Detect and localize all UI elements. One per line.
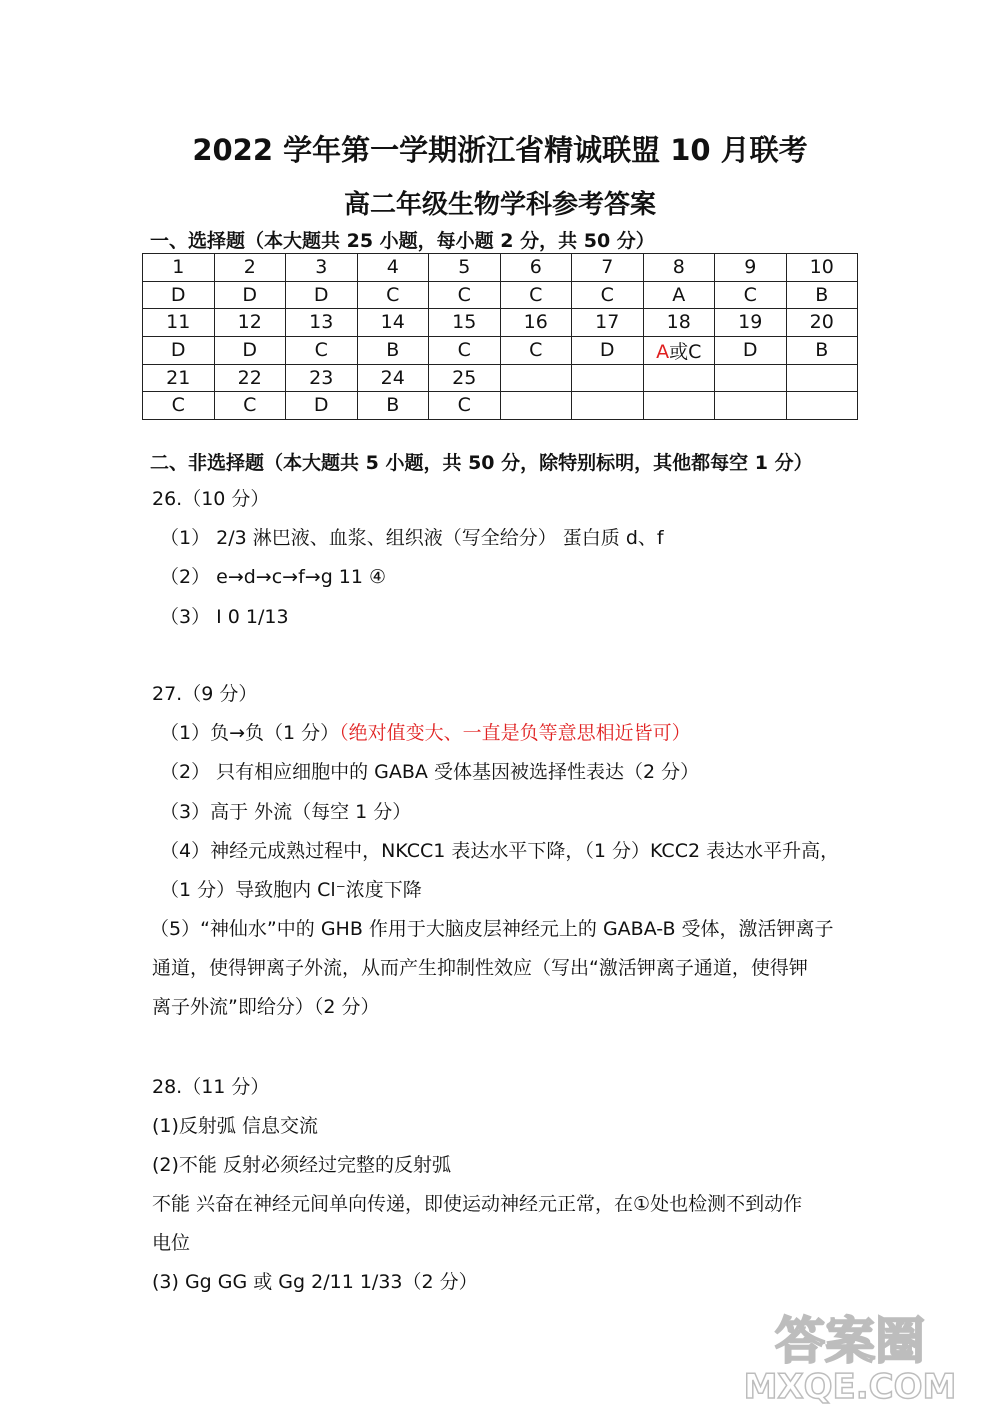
answer-cell (643, 392, 715, 420)
question-number-row (143, 309, 858, 337)
question-number-cell: 10 (786, 254, 858, 282)
answer-cell (500, 392, 572, 420)
q28-line5: (3) Gg GG 或 Gg 2/11 1/33（2 分） (152, 1271, 478, 1293)
question-number-cell: 15 (429, 309, 501, 337)
answer-cell (572, 392, 644, 420)
q27-header: 27.（9 分） (152, 683, 258, 705)
answer-row (143, 336, 858, 364)
question-number-row (143, 364, 858, 392)
question-number-cell: 14 (357, 309, 429, 337)
question-number-cell: 19 (715, 309, 787, 337)
answer-cell: B (786, 336, 858, 364)
answer-cell: D (286, 392, 358, 420)
question-number-cell: 9 (715, 254, 787, 282)
q28-header: 28.（11 分） (152, 1076, 270, 1098)
question-number-cell: 22 (214, 364, 286, 392)
question-number-cell: 11 (143, 309, 215, 337)
answer-cell: C (500, 281, 572, 309)
question-number-cell: 2 (214, 254, 286, 282)
answer-cell: A (643, 281, 715, 309)
watermark-text: 答案圈 (775, 1312, 925, 1370)
answer-cell (715, 392, 787, 420)
q27-line7: 通道，使得钾离子外流，从而产生抑制性效应（写出“激活钾离子通道，使得钾 (152, 957, 808, 979)
question-number-cell: 3 (286, 254, 358, 282)
answer-cell (786, 392, 858, 420)
answer-cell: C (715, 281, 787, 309)
q27-line2: （2） 只有相应细胞中的 GABA 受体基因被选择性表达（2 分） (160, 761, 700, 783)
answer-18-rest: 或C (669, 340, 702, 363)
answer-cell: D (572, 336, 644, 364)
question-number-cell (715, 364, 787, 392)
q26-line1: （1） 2/3 淋巴液、血浆、组织液（写全给分） 蛋白质 d、f (160, 527, 664, 549)
question-number-cell: 12 (214, 309, 286, 337)
q27-line1 (160, 718, 691, 745)
watermark-url: MXQE.COM (743, 1367, 957, 1407)
question-number-cell: 17 (572, 309, 644, 337)
answer-cell (643, 336, 715, 364)
answer-cell: D (286, 281, 358, 309)
q27-line4: （4）神经元成熟过程中，NKCC1 表达水平下降，（1 分）KCC2 表达水平升高， (160, 840, 840, 862)
question-number-cell (786, 364, 858, 392)
question-number-cell: 6 (500, 254, 572, 282)
q27-line1-note: （绝对值变大、一直是负等意思相近皆可） (339, 722, 691, 744)
answer-cell: C (572, 281, 644, 309)
q28-line2: (2)不能 反射必须经过完整的反射弧 (152, 1154, 451, 1176)
section1-heading: 一、选择题（本大题共 25 小题，每小题 2 分，共 50 分） (150, 230, 655, 252)
q28-line4: 电位 (152, 1232, 191, 1254)
answer-cell: B (357, 392, 429, 420)
answer-cell: C (286, 336, 358, 364)
question-number-cell: 13 (286, 309, 358, 337)
answer-cell: B (786, 281, 858, 309)
answer-cell: C (500, 336, 572, 364)
answer-row (143, 392, 858, 420)
page-title: 2022 学年第一学期浙江省精诚联盟 10 月联考 (192, 133, 808, 167)
answer-table (142, 253, 858, 420)
question-number-cell (572, 364, 644, 392)
answer-cell: C (429, 392, 501, 420)
answer-cell: C (357, 281, 429, 309)
answer-cell: C (429, 336, 501, 364)
q28-line1: (1)反射弧 信息交流 (152, 1115, 318, 1137)
q26-line2: （2） e→d→c→f→g 11 ④ (160, 566, 387, 588)
answer-cell: C (143, 392, 215, 420)
q27-line8: 离子外流”即给分）（2 分） (152, 996, 380, 1018)
question-number-cell: 25 (429, 364, 501, 392)
question-number-cell: 16 (500, 309, 572, 337)
question-number-cell: 21 (143, 364, 215, 392)
question-number-row (143, 254, 858, 282)
q27-line5: （1 分）导致胞内 Cl⁻浓度下降 (160, 879, 422, 901)
answer-cell: B (357, 336, 429, 364)
question-number-cell (500, 364, 572, 392)
question-number-cell: 4 (357, 254, 429, 282)
answer-cell: C (429, 281, 501, 309)
question-number-cell: 5 (429, 254, 501, 282)
q28-line3: 不能 兴奋在神经元间单向传递，即使运动神经元正常，在①处也检测不到动作 (152, 1193, 803, 1215)
answer-cell: C (214, 392, 286, 420)
q26-header: 26.（10 分） (152, 488, 270, 510)
page-subtitle: 高二年级生物学科参考答案 (343, 190, 656, 220)
answer-cell: D (214, 281, 286, 309)
answer-18-red: A (656, 340, 670, 363)
q27-line3: （3）高于 外流（每空 1 分） (160, 801, 412, 823)
question-number-cell: 8 (643, 254, 715, 282)
q27-line1-answer: （1）负→负（1 分） (160, 722, 340, 744)
answer-cell: D (143, 336, 215, 364)
section2-heading: 二、非选择题（本大题共 5 小题，共 50 分，除特别标明，其他都每空 1 分） (150, 452, 813, 474)
watermark-logo (700, 1298, 990, 1408)
answer-cell: D (715, 336, 787, 364)
answer-cell: D (214, 336, 286, 364)
question-number-cell: 7 (572, 254, 644, 282)
question-number-cell (643, 364, 715, 392)
q26-line3: （3） Ⅰ 0 1/13 (160, 606, 289, 628)
question-number-cell: 24 (357, 364, 429, 392)
question-number-cell: 20 (786, 309, 858, 337)
q27-line6: （5）“神仙水”中的 GHB 作用于大脑皮层神经元上的 GABA-B 受体，激活钾离子 (150, 918, 834, 940)
question-number-cell: 18 (643, 309, 715, 337)
question-number-cell: 1 (143, 254, 215, 282)
answer-cell: D (143, 281, 215, 309)
answer-row (143, 281, 858, 309)
question-number-cell: 23 (286, 364, 358, 392)
